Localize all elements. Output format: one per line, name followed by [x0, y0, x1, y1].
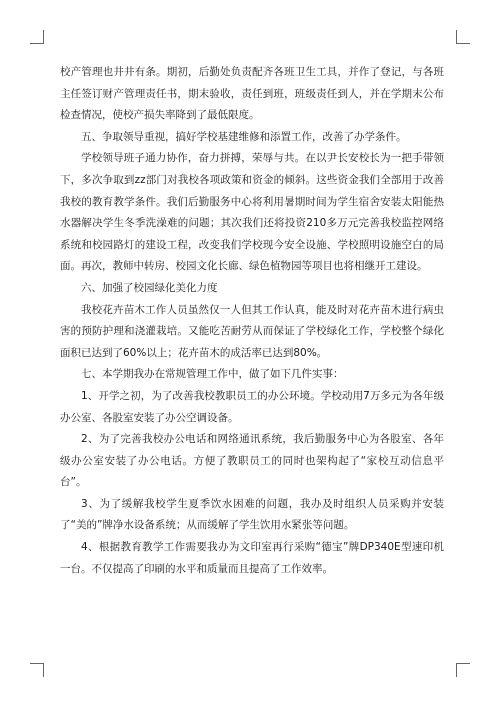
paragraph-5: 我校花卉苗木工作人员虽然仅一人但其工作认真，能及时对花卉苗木进行病虫害的预防护理和浇灌栽培。又能吃苦耐劳从而保证了学校绿化工作，学校整个绿化面积已达到了60%以上；花卉苗木的成活率已达到80%。: [60, 303, 444, 359]
section-heading-5: 五、争取领导重视，搞好学校基建维修和添置工作，改善了办学条件。: [81, 130, 407, 143]
crop-mark-bottom-right: [456, 663, 470, 677]
document-body: [60, 62, 444, 580]
list-item-1: 1、开学之初，为了改善我校教职员工的办公环境。学校动用7万多元为各年级办公室、各股室安装了办公空调设备。: [60, 389, 444, 424]
paragraph-1: 校产管理也井井有条。期初，后勤处负责配齐各班卫生工具，并作了登记，与各班主任签订财产管理责任书，期末验收，责任到班，班级责任到人，并在学期末公布检查情况，使校产损失率降到了最低限度。: [60, 66, 444, 122]
section-heading-6: 六、加强了校园绿化美化力度: [81, 281, 218, 294]
crop-mark-top-left: [30, 30, 44, 44]
crop-mark-bottom-left: [30, 663, 44, 677]
list-item-4: 4、根据教育教学工作需要我办为文印室再行采购“德宝”牌DP340E型速印机一台。不仅提高了印刷的水平和质量而且提高了工作效率。: [60, 541, 444, 575]
list-item-3: 3、为了缓解我校学生夏季饮水困难的问题，我办及时组织人员采购并安装了“美的”牌净水设备系统；从而缓解了学生饮用水紧张等问题。: [60, 497, 444, 532]
paragraph-3: 学校领导班子通力协作，奋力拼搏，荣辱与共。在以尹长安校长为一把手带领下，多次争取到zz部门对我校各项政策和资金的倾斜。这些资金我们全部用于改善我校的教育教学条件。我们后勤服务中心将利用暑期时间为学生宿舍安装太阳能热水器解决学生冬季洗澡难的问题；其次我们还将投资210多万元完善我校监控网络系统和校园路灯的建设工程，改变我们学校现今安全设施、学校照明设施空白的局面。再次，教师中转房、校园文化长廊、绿色植物园等项目也将相继开工建设。: [60, 152, 444, 273]
list-item-2: 2、为了完善我校办公电话和网络通讯系统，我后勤服务中心为各股室、各年级办公室安装了办公电话。方便了教职员工的同时也架构起了“家校互动信息平台”。: [60, 433, 444, 489]
crop-mark-top-right: [456, 30, 470, 44]
section-heading-7: 七、本学期我办在常规管理工作中，做了如下几件实事：: [81, 368, 344, 381]
